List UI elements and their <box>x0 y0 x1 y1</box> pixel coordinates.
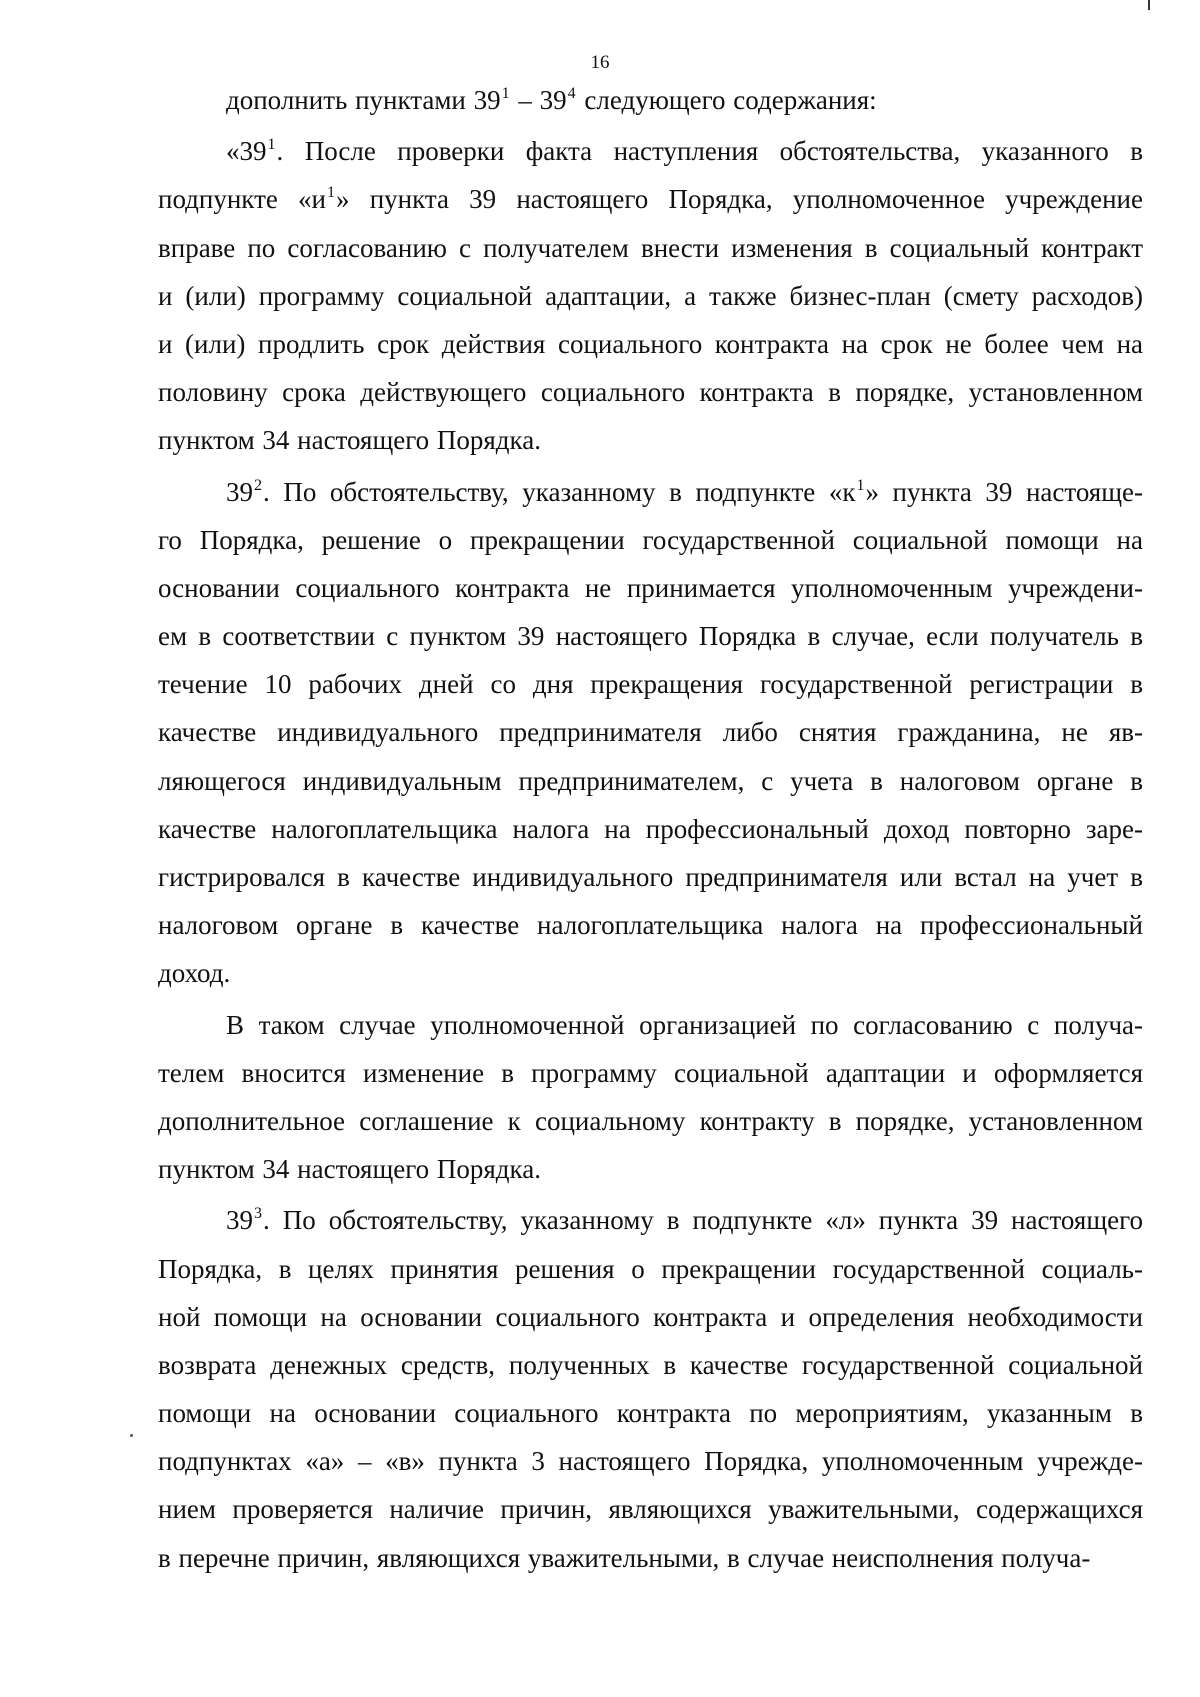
text-line <box>158 565 1143 613</box>
document-body <box>158 77 1143 1583</box>
text-line <box>158 176 1143 224</box>
superscript: 4 <box>567 85 576 102</box>
superscript: 1 <box>267 136 276 154</box>
paragraph-p39-2-case <box>158 1002 1143 1195</box>
superscript: 3 <box>254 1205 262 1223</box>
superscript: 2 <box>254 476 262 494</box>
superscript: 1 <box>856 476 865 494</box>
text-run: нием проверяется наличие причин, являющихся уважительными, содержащихся <box>158 1494 1143 1525</box>
text-line <box>158 128 1143 176</box>
paragraph-p39-1 <box>158 128 1143 465</box>
text-line <box>158 854 1143 902</box>
text-line <box>158 806 1143 854</box>
text-line <box>158 1390 1143 1438</box>
text-run: в перечне причин, являющихся уважительными, в случае неисполнения получа- <box>158 1542 1091 1573</box>
text-line <box>158 1098 1143 1146</box>
superscript: 1 <box>327 184 335 202</box>
text-line <box>158 1535 1143 1583</box>
text-run: . По обстоятельству, указанному в подпункте «л» пункта 39 настоящего <box>263 1205 1143 1236</box>
scan-corner-mark <box>1148 0 1150 10</box>
text-run: качестве индивидуального предпринимателя либо снятия гражданина, не яв- <box>158 717 1143 748</box>
text-line <box>158 417 1143 465</box>
text-line <box>158 902 1143 950</box>
text-run: дополнительное соглашение к социальному контракту в порядке, установленном <box>158 1105 1143 1136</box>
paragraph-p39-2 <box>158 469 1143 999</box>
scan-speck <box>130 1434 133 1437</box>
text-line <box>158 709 1143 757</box>
text-run: В таком случае уполномоченной организацией по согласованию с получа- <box>226 1009 1143 1040</box>
text-line <box>158 758 1143 806</box>
superscript: 1 <box>501 85 510 102</box>
text-run: » пункта 39 настоящего Порядка, уполномоченное учреждение <box>336 184 1143 215</box>
text-line <box>158 469 1143 517</box>
text-run: . По обстоятельству, указанному в подпункте «к <box>263 476 856 507</box>
text-run: – 39 <box>510 85 567 115</box>
text-run: течение 10 рабочих дней со дня прекращения государственной регистрации в <box>158 669 1143 700</box>
text-run: следующего содержания: <box>576 85 877 115</box>
text-run: налоговом органе в качестве налогоплательщика налога на профессиональный <box>158 910 1143 941</box>
paragraph-p39-3 <box>158 1197 1143 1583</box>
text-run: 39 <box>226 476 253 507</box>
text-run: ной помощи на основании социального контракта и определения необходимости <box>158 1301 1143 1332</box>
text-line <box>158 1294 1143 1342</box>
text-line <box>158 225 1143 273</box>
page-number: 16 <box>590 52 610 73</box>
text-run: гистрировался в качестве индивидуального предпринимателя или встал на учет в <box>158 862 1143 892</box>
text-run: Порядка, в целях принятия решения о прекращении государственной социаль- <box>158 1253 1143 1284</box>
text-run: телем вносится изменение в программу социальной адаптации и оформляется <box>158 1057 1143 1088</box>
text-line <box>158 613 1143 661</box>
text-run: вправе по согласованию с получателем внести изменения в социальный контракт <box>158 232 1143 263</box>
text-line <box>158 1246 1143 1294</box>
text-line <box>158 1486 1143 1534</box>
text-run: пунктом 34 настоящего Порядка. <box>158 1154 541 1185</box>
text-line <box>158 369 1143 417</box>
text-run: возврата денежных средств, полученных в качестве государственной социальной <box>158 1349 1143 1380</box>
text-run: 39 <box>226 1205 253 1236</box>
text-run: и (или) продлить срок действия социального контракта на срок не более чем на <box>158 328 1143 359</box>
text-run: качестве налогоплательщика налога на профессиональный доход повторно заре- <box>158 813 1143 844</box>
text-line <box>158 77 1143 125</box>
text-line <box>158 1002 1143 1050</box>
text-line <box>158 321 1143 369</box>
text-run: пунктом 34 настоящего Порядка. <box>158 425 541 456</box>
text-line <box>158 950 1143 998</box>
paragraph-intro <box>158 77 1143 125</box>
text-line <box>158 1146 1143 1194</box>
text-line <box>158 273 1143 321</box>
text-line <box>158 1197 1143 1245</box>
text-run: и (или) программу социальной адаптации, а также бизнес-план (смету расходов) <box>158 280 1143 311</box>
text-run: «39 <box>226 136 267 167</box>
text-run: дополнить пунктами 39 <box>226 85 501 115</box>
text-run: доход. <box>158 958 231 989</box>
text-line <box>158 1342 1143 1390</box>
text-line <box>158 1050 1143 1098</box>
text-line <box>158 661 1143 709</box>
text-line <box>158 517 1143 565</box>
text-run: половину срока действующего социального контракта в порядке, установленном <box>158 377 1143 408</box>
text-run: подпунктах «а» – «в» пункта 3 настоящего Порядка, уполномоченным учрежде- <box>158 1446 1143 1477</box>
text-run: » пункта 39 настояще- <box>865 476 1143 507</box>
text-run: подпункте «и <box>158 184 326 215</box>
text-run: помощи на основании социального контракта по мероприятиям, указанным в <box>158 1398 1143 1429</box>
text-run: основании социального контракта не принимается уполномоченным учреждени- <box>158 572 1143 603</box>
text-line <box>158 1438 1143 1486</box>
text-run: ляющегося индивидуальным предпринимателем, с учета в налоговом органе в <box>158 765 1143 796</box>
text-run: . После проверки факта наступления обстоятельства, указанного в <box>276 136 1143 167</box>
text-run: го Порядка, решение о прекращении государственной социальной помощи на <box>158 524 1143 555</box>
text-run: ем в соответствии с пунктом 39 настоящего Порядка в случае, если получатель в <box>158 621 1143 652</box>
